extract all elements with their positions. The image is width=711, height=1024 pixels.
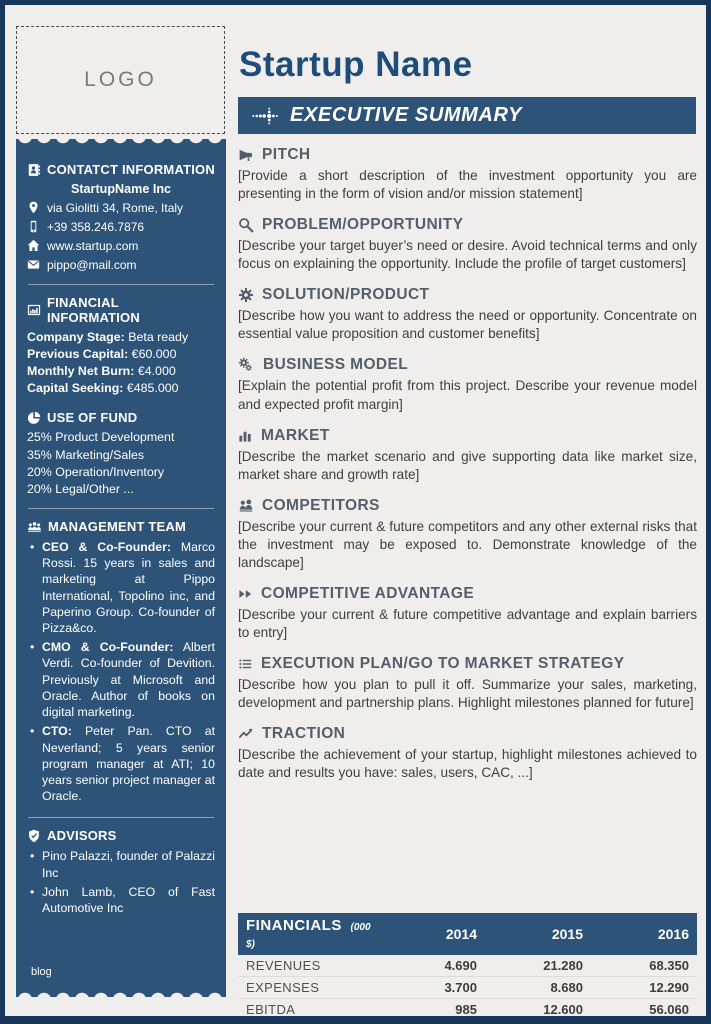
advisors-section-title: ADVISORS	[47, 828, 117, 844]
sidebar-divider	[28, 817, 214, 818]
use-of-fund-header	[27, 410, 215, 425]
cell-value: 3.700	[379, 977, 485, 999]
section-competitive-advantage	[238, 585, 697, 642]
stamp-perforation-top	[16, 139, 226, 148]
financials-header-row	[238, 913, 697, 955]
management-member	[42, 539, 215, 636]
location-pin-icon	[27, 201, 40, 214]
financial-value: €4.000	[137, 364, 176, 379]
financial-item	[27, 346, 215, 363]
chart-frame-icon	[27, 303, 41, 317]
cell-value: 56.060	[649, 1002, 689, 1017]
team-icon	[27, 520, 42, 533]
section-body: [Explain the potential profit from this project. Describe your revenue model and expected profit margin]	[238, 378, 697, 412]
cell-value: 8.680	[485, 977, 591, 999]
section-body: [Describe your current & future competitive advantage and explain barriers to entry]	[238, 607, 697, 641]
website-line	[27, 239, 215, 253]
section-title: COMPETITORS	[262, 496, 380, 514]
company-name: StartupName Inc	[70, 182, 172, 196]
section-body: [Describe the market scenario and give supporting data like market size, market share and growth rate]	[238, 448, 697, 482]
section-market	[238, 427, 697, 484]
cell-value: 4.690	[379, 955, 485, 977]
section-solution-product	[238, 286, 697, 343]
financial-section-header	[27, 295, 215, 325]
email-line	[27, 258, 215, 272]
logo-placeholder	[16, 26, 225, 134]
executive-summary-banner	[238, 97, 696, 134]
member-role: CEO & Co-Founder:	[42, 539, 171, 554]
advisors-badge-icon	[27, 829, 41, 843]
advisors-list	[27, 848, 215, 919]
cell-value: 21.280	[485, 955, 591, 977]
home-icon	[27, 239, 40, 252]
website-text[interactable]: www.startup.com	[47, 238, 139, 253]
address-text: via Giolitti 34, Rome, Italy	[47, 200, 184, 215]
megaphone-icon	[238, 148, 254, 163]
cell-value: 12.600	[543, 1002, 583, 1017]
management-section-title: MANAGEMENT TEAM	[48, 518, 187, 534]
cell-value: 12.290	[591, 977, 697, 999]
section-problem-opportunity	[238, 216, 697, 273]
financial-label: Capital Seeking:	[27, 381, 124, 396]
section-title: COMPETITIVE ADVANTAGE	[261, 585, 475, 603]
contact-section-title: CONTATCT INFORMATION	[47, 162, 215, 177]
envelope-icon	[27, 258, 40, 271]
phone-text: +39 358.246.7876	[47, 219, 145, 234]
cell-value: 68.350	[591, 955, 697, 977]
double-arrow-icon	[238, 587, 253, 601]
section-body: [Describe your current & future competitors and any other external risks that the investment may be exposed to. Demonstrate knowledge of the landscape]	[238, 518, 697, 570]
address-line	[27, 201, 215, 215]
main-content	[238, 146, 697, 795]
section-body: [Describe the achievement of your startup, highlight milestones achieved to date and results you have: sales, users, CAC, ...]	[238, 747, 697, 781]
banner-title: EXECUTIVE SUMMARY	[290, 104, 523, 126]
section-body: [Describe how you want to address the need or opportunity. Concentrate on essential value proposition and customer benefits]	[238, 308, 697, 342]
trend-line-icon	[238, 727, 254, 741]
financial-label: Previous Capital:	[27, 347, 129, 362]
financial-item	[27, 329, 215, 346]
financials-table	[238, 913, 697, 1020]
page-title: Startup Name	[239, 45, 473, 84]
financial-value: €60.000	[131, 347, 177, 362]
financial-section-title: FINANCIAL INFORMATION	[47, 295, 140, 325]
row-label: EXPENSES	[238, 977, 379, 999]
year-column: 2014	[445, 926, 477, 942]
management-member	[42, 723, 215, 804]
member-role: CTO:	[42, 724, 72, 739]
use-of-fund-title: USE OF FUND	[47, 410, 138, 426]
section-pitch	[238, 146, 697, 203]
stamp-perforation-bottom	[16, 988, 226, 997]
email-text[interactable]: pippo@mail.com	[47, 257, 137, 272]
address-book-icon	[27, 163, 41, 177]
section-title: SOLUTION/PRODUCT	[262, 286, 430, 304]
financial-value: Beta ready	[128, 330, 189, 344]
management-member	[42, 639, 215, 720]
gears-icon	[238, 357, 255, 373]
mobile-phone-icon	[27, 220, 40, 233]
sidebar-divider	[28, 284, 214, 285]
cell-value: 985	[455, 1002, 477, 1017]
financial-label: Monthly Net Burn:	[27, 364, 135, 379]
financial-item	[27, 363, 215, 380]
phone-line	[27, 220, 215, 234]
section-body: [Describe how you plan to pull it off. Summarize your sales, marketing, development and partnership plans. Highlight milestones planned for future]	[238, 677, 697, 711]
financials-unit: (000 $)	[246, 922, 371, 950]
section-execution-plan	[238, 655, 697, 712]
member-desc: Albert Verdi. Co-founder of Devition. Previously at Microsoft and Oracle. Author of books on digital marketing.	[42, 640, 215, 720]
gear-icon	[238, 287, 254, 303]
section-competitors	[238, 497, 697, 572]
logo-text: LOGO	[84, 68, 157, 91]
financial-item	[27, 380, 215, 397]
contact-section-header	[27, 162, 215, 177]
section-body: [Provide a short description of the investment opportunity you are presenting in the form of vision and/or mission statement]	[238, 168, 697, 202]
member-role: CMO & Co-Founder:	[42, 640, 174, 655]
fund-item: 20% Operation/Inventory	[27, 464, 165, 479]
financial-label: Company Stage:	[27, 330, 125, 344]
fund-item: 25% Product Development	[27, 430, 175, 445]
magnifier-icon	[238, 217, 254, 233]
bar-chart-icon	[238, 428, 253, 443]
section-title: PROBLEM/OPPORTUNITY	[262, 216, 464, 234]
section-traction	[238, 725, 697, 782]
advisor-item: • Pino Palazzi, founder of Palazzi Inc	[42, 848, 215, 880]
section-body: [Describe your target buyer’s need or desire. Avoid technical terms and only focus on explaining the opportunity. Include the profile of target customers]	[238, 238, 697, 272]
section-title: MARKET	[261, 426, 330, 444]
section-title: BUSINESS MODEL	[263, 356, 409, 374]
financial-value: €485.000	[126, 381, 179, 396]
list-icon	[238, 657, 253, 671]
row-label: REVENUES	[238, 955, 379, 977]
member-desc: Peter Pan. CTO at Neverland; 5 years senior program manager at ATI; 10 years senior project manager at Oracle.	[42, 724, 215, 804]
section-title: EXECUTION PLAN/GO TO MARKET STRATEGY	[261, 655, 625, 673]
advisors-section-header	[27, 828, 215, 843]
pie-chart-icon	[27, 411, 41, 425]
financials-title: FINANCIALS	[246, 917, 342, 934]
competitors-people-icon	[238, 498, 254, 513]
section-business-model	[238, 356, 697, 413]
sidebar-divider	[28, 508, 214, 509]
fund-item: 35% Marketing/Sales	[27, 447, 145, 462]
row-label: EBITDA	[246, 1002, 296, 1017]
sidebar	[16, 139, 226, 997]
section-title: PITCH	[262, 146, 311, 163]
year-column: 2016	[657, 926, 689, 942]
dotted-arrow-icon	[251, 107, 279, 125]
table-row	[238, 999, 697, 1021]
section-title: TRACTION	[262, 725, 346, 743]
table-row	[238, 955, 697, 977]
blog-note: blog	[31, 966, 52, 978]
year-column: 2015	[551, 926, 583, 942]
member-desc: Marco Rossi. 15 years in sales and marketing at Pippo International, Topolino inc, and Paperino Group. Co-founder of Pizza&co.	[42, 539, 215, 635]
management-section-header	[27, 519, 215, 534]
advisor-item: • John Lamb, CEO of Fast Automotive Inc	[42, 884, 215, 916]
management-list	[27, 539, 215, 808]
fund-item: 20% Legal/Other ...	[27, 481, 134, 496]
table-row	[238, 977, 697, 999]
